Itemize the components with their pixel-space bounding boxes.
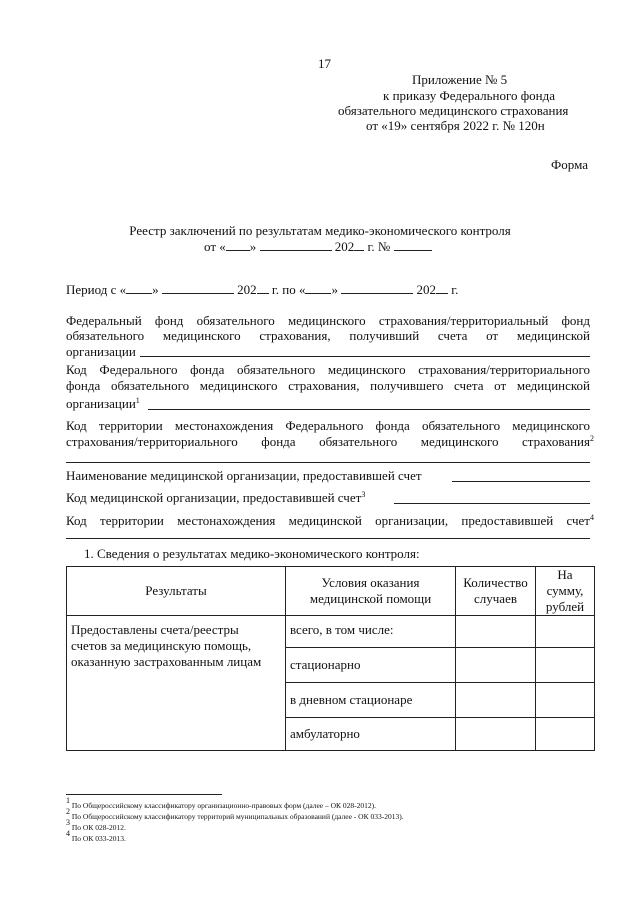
header-conditions <box>286 567 456 616</box>
header-conditions-l1: Условия оказания <box>321 575 420 590</box>
appendix-line-2: к приказу Федерального фонда <box>383 88 556 103</box>
form-label: Форма <box>551 157 588 172</box>
sum-inpatient <box>536 648 595 683</box>
footnote-1-text: По Общероссийскому классификатору организационно-правовых форм (далее – ОК 028-2012). <box>71 801 377 810</box>
footnote-ref-2: 2 <box>590 434 594 443</box>
period-close2: » <box>331 282 338 297</box>
period-month2-blank <box>341 282 413 294</box>
header-sum <box>536 567 595 616</box>
header-count-l1: Количество <box>463 575 528 590</box>
footnote-ref-3: 3 <box>361 490 366 499</box>
mo-code-fill-line <box>394 503 590 504</box>
date-year: 202 <box>334 239 355 254</box>
count-total <box>456 616 536 648</box>
header-sum-l3: рублей <box>545 599 585 614</box>
number-blank <box>394 239 432 251</box>
footnote-4-num: 4 <box>66 829 70 838</box>
result-l1: Предоставлены счета/реестры <box>71 622 239 637</box>
period-day1-blank <box>126 282 152 294</box>
sum-day-hospital <box>536 683 595 718</box>
sum-outpatient <box>536 718 595 751</box>
territory-line-2 <box>66 434 594 450</box>
footnote-ref-4: 4 <box>590 513 594 522</box>
period-year1: 202 <box>237 282 257 297</box>
appendix-line-4: от «19» сентября 2022 г. № 120н <box>366 118 545 133</box>
mo-name-fill-line <box>452 481 590 482</box>
count-outpatient <box>456 718 536 751</box>
condition-inpatient: стационарно <box>286 648 456 683</box>
fund-code-fill-line <box>148 409 590 410</box>
footnote-2-text: По Общероссийскому классификатору территорий муниципальных образований (далее - ОК 033-2013). <box>71 812 404 821</box>
fund-line-3: организации <box>66 344 136 359</box>
table-row <box>67 616 595 648</box>
period-close1: » <box>152 282 159 297</box>
date-prefix: от « <box>204 239 226 254</box>
period-line <box>66 282 458 298</box>
header-count <box>456 567 536 616</box>
condition-day-hospital: в дневном стационаре <box>286 683 456 718</box>
date-mid: » <box>249 239 257 254</box>
fund-code-line-1: Код Федерального фонда обязательного медицинского страхования/территориального <box>66 362 590 377</box>
fund-code-label: организации <box>66 396 136 411</box>
header-sum-l2: сумму, <box>546 583 584 598</box>
page-number: 17 <box>318 56 331 71</box>
header-conditions-l2: медицинской помощи <box>309 591 432 606</box>
date-suffix: г. № <box>367 239 391 254</box>
result-l3: оказанную застрахованным лицам <box>71 654 262 669</box>
period-prefix: Период с « <box>66 282 127 297</box>
document-title: Реестр заключений по результатам медико-экономического контроля <box>129 223 511 238</box>
period-month1-blank <box>162 282 234 294</box>
period-day2-blank <box>305 282 331 294</box>
mo-territory-label: Код территории местонахождения медицинской организации, предоставившей счет <box>66 513 590 528</box>
period-year2: 202 <box>416 282 436 297</box>
count-inpatient <box>456 648 536 683</box>
mo-territory-line <box>66 513 594 529</box>
result-description <box>67 616 286 751</box>
condition-total: всего, в том числе: <box>286 616 456 648</box>
fund-code-line-2: фонда обязательного медицинского страхования, получившего счета от медицинской <box>66 378 590 393</box>
mo-code-line <box>66 490 365 506</box>
year-blank <box>354 239 364 251</box>
period-year1-blank <box>257 282 269 294</box>
fund-line-2: обязательного медицинского страхования, получивший счета от медицинской <box>66 328 590 343</box>
footnote-3 <box>66 818 126 832</box>
footnote-1-num: 1 <box>66 796 70 805</box>
header-results: Результаты <box>67 567 286 616</box>
fund-fill-line <box>140 356 590 357</box>
period-mid: г. по « <box>271 282 306 297</box>
footnote-2-num: 2 <box>66 807 70 816</box>
header-sum-l1: На <box>557 567 573 582</box>
appendix-line-1: Приложение № 5 <box>412 72 508 87</box>
title-date-line <box>204 239 432 255</box>
territory-fill-line <box>66 462 590 463</box>
appendix-line-3: обязательного медицинского страхования <box>338 103 569 118</box>
territory-line-1: Код территории местонахождения Федерального фонда обязательного медицинского <box>66 418 590 433</box>
footnote-4 <box>66 829 126 843</box>
footnote-2 <box>66 807 404 821</box>
footnote-1 <box>66 796 377 810</box>
mo-code-label: Код медицинской организации, предоставившей счет <box>66 490 362 505</box>
period-suffix: г. <box>451 282 459 297</box>
fund-line-1: Федеральный фонд обязательного медицинского страхования/территориальный фонд <box>66 313 590 328</box>
period-year2-blank <box>436 282 448 294</box>
month-blank <box>260 239 332 251</box>
fund-code-line-3 <box>66 396 140 412</box>
day-blank <box>226 239 250 251</box>
footnote-3-text: По ОК 028-2012. <box>71 823 126 832</box>
mo-territory-fill-line <box>66 538 590 539</box>
count-day-hospital <box>456 683 536 718</box>
territory-label: страхования/территориального фонда обязательного медицинского страхования <box>66 434 590 449</box>
result-l2: счетов за медицинскую помощь, <box>71 638 252 653</box>
condition-outpatient: амбулаторно <box>286 718 456 751</box>
footnote-ref-1: 1 <box>135 396 140 405</box>
results-table <box>66 566 595 751</box>
header-count-l2: случаев <box>474 591 517 606</box>
footnote-3-num: 3 <box>66 818 70 827</box>
sum-total <box>536 616 595 648</box>
mo-name-line: Наименование медицинской организации, предоставившей счет <box>66 468 422 483</box>
section-1-heading: 1. Сведения о результатах медико-экономического контроля: <box>84 546 420 561</box>
footnote-separator <box>66 794 222 795</box>
table-header-row <box>67 567 595 616</box>
footnote-4-text: По ОК 033-2013. <box>71 834 126 843</box>
